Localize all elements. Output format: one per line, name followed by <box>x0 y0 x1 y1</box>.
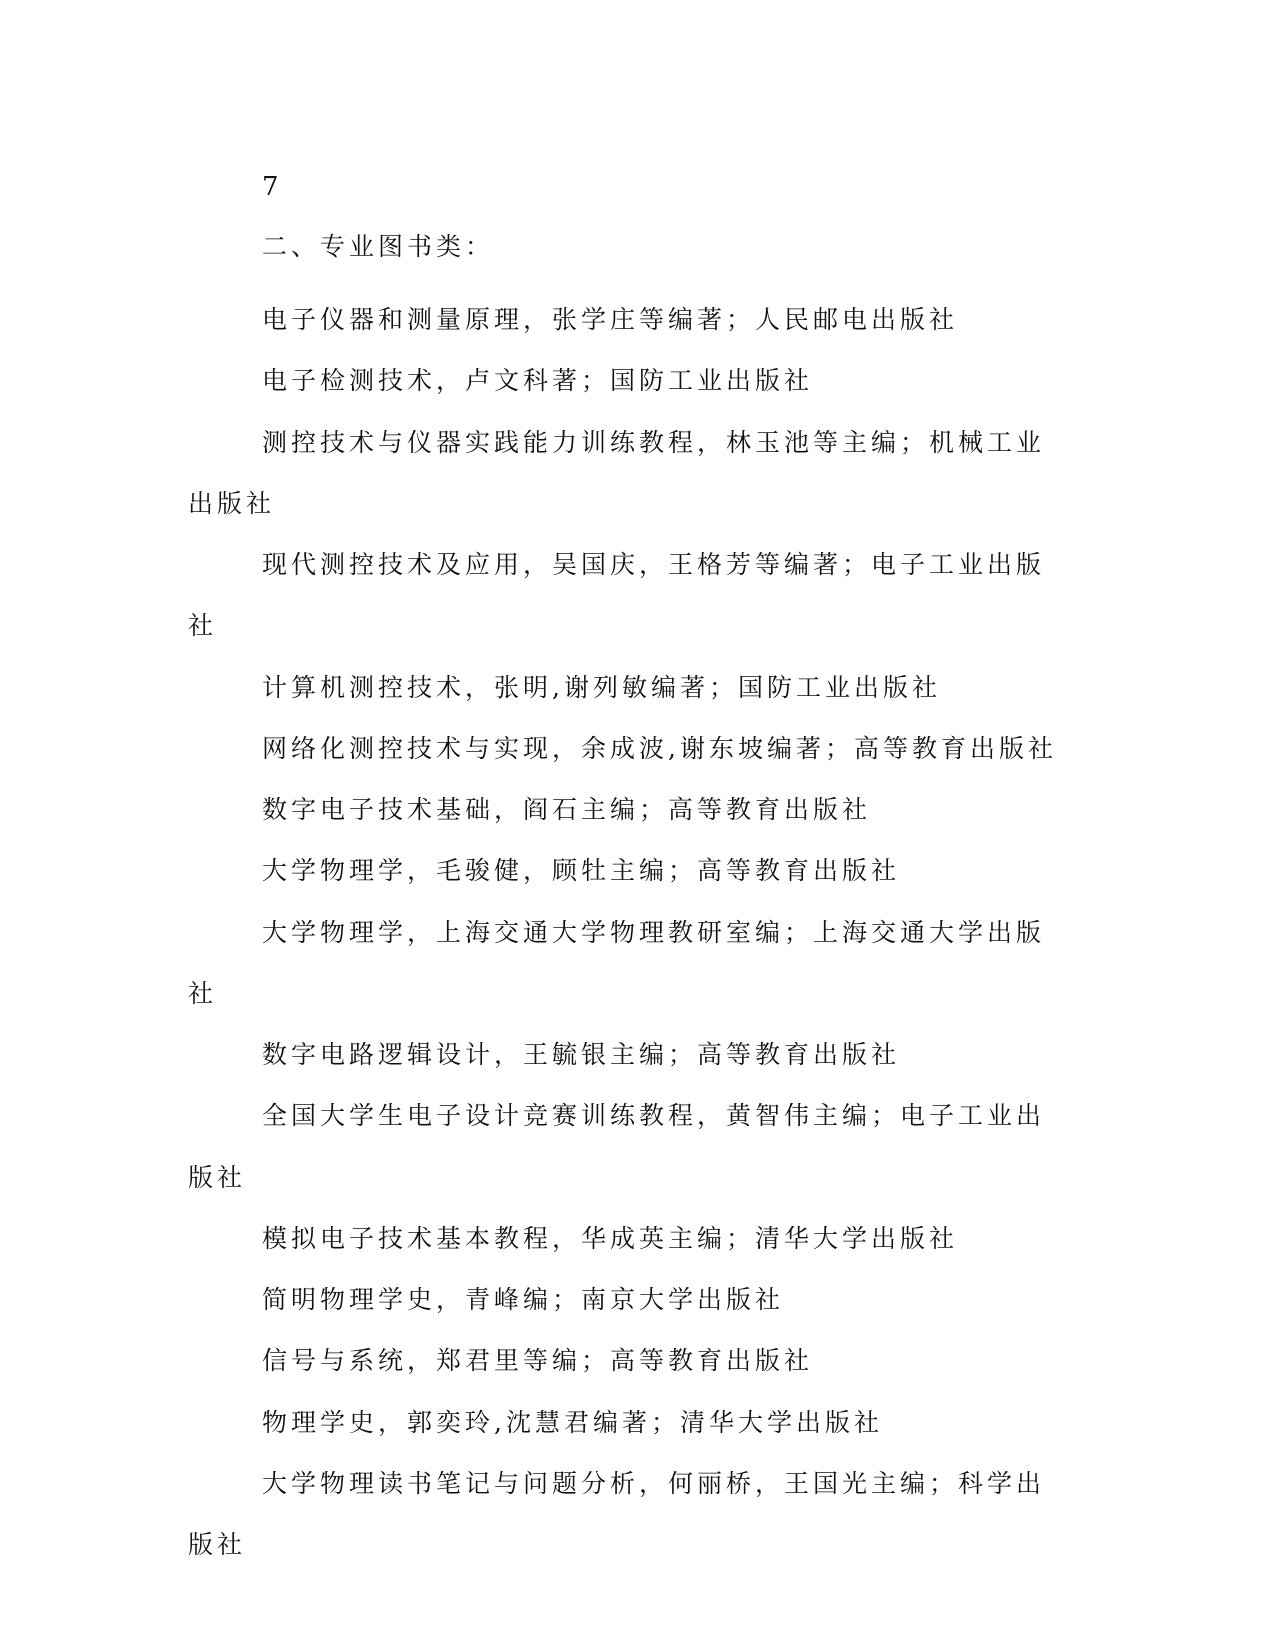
book-entry: 数字电子技术基础，阎石主编；高等教育出版社 <box>262 795 872 824</box>
book-entry: 大学物理读书笔记与问题分析，何丽桥，王国光主编；科学出版社 <box>188 1468 1046 1559</box>
book-entry: 模拟电子技术基本教程，华成英主编；清华大学出版社 <box>262 1223 959 1253</box>
book-entry: 简明物理学史，青峰编；南京大学出版社 <box>262 1285 785 1314</box>
book-entry: 电子仪器和测量原理，张学庄等编著；人民邮电出版社 <box>262 305 959 334</box>
book-entry: 大学物理学，上海交通大学物理教研室编；上海交通大学出版社 <box>188 917 1046 1008</box>
book-entry: 信号与系统，郑君里等编；高等教育出版社 <box>262 1346 814 1376</box>
book-entry: 全国大学生电子设计竞赛训练教程，黄智伟主编；电子工业出版社 <box>188 1101 1046 1192</box>
book-entry: 测控技术与仪器实践能力训练教程，林玉池等主编；机械工业出版社 <box>188 427 1046 518</box>
book-entry: 数字电路逻辑设计，王毓银主编；高等教育出版社 <box>262 1040 901 1069</box>
book-entry: 计算机测控技术，张明,谢列敏编著；国防工业出版社 <box>262 672 941 702</box>
book-entry: 大学物理学，毛骏健，顾牡主编；高等教育出版社 <box>262 856 901 886</box>
page-number: 7 <box>262 172 279 202</box>
book-list <box>188 289 1068 1575</box>
section-heading: 二、专业图书类： <box>262 232 495 261</box>
book-entry: 电子检测技术，卢文科著；国防工业出版社 <box>262 366 814 396</box>
book-entry: 物理学史，郭奕玲,沈慧君编著；清华大学出版社 <box>262 1407 883 1437</box>
book-entry: 现代测控技术及应用，吴国庆，王格芳等编著；电子工业出版社 <box>188 550 1046 641</box>
book-entry: 网络化测控技术与实现，余成波,谢东坡编著；高等教育出版社 <box>262 733 1057 763</box>
